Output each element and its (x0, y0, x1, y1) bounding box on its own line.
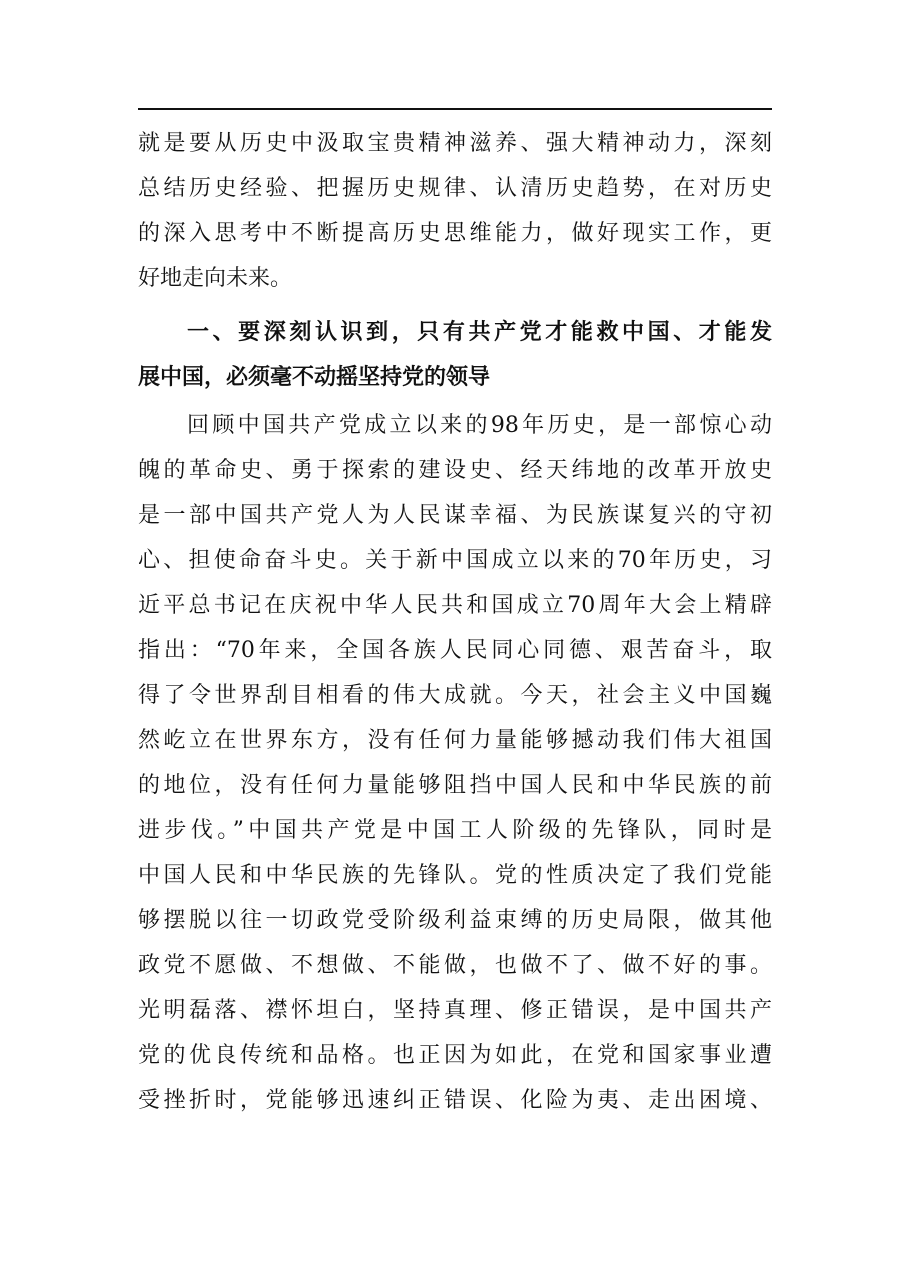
body-line: 进步伐。”中国共产党是中国工人阶级的先锋队，同时是 (138, 818, 772, 843)
intro-line: 好地走向未来。 (138, 266, 293, 291)
body-line: 魄的革命史、勇于探索的建设史、经天纬地的改革开放史 (138, 458, 772, 483)
header-rule (138, 108, 772, 110)
body-line: 党的优良传统和品格。也正因为如此，在党和国家事业遭 (138, 1043, 772, 1068)
intro-line: 的深入思考中不断提高历史思维能力，做好现实工作，更 (138, 221, 772, 246)
section-heading-line: 一、要深刻认识到，只有共产党才能救中国、才能发 (187, 320, 772, 345)
intro-line: 就是要从历史中汲取宝贵精神滋养、强大精神动力，深刻 (138, 131, 772, 156)
body-line: 受挫折时，党能够迅速纠正错误、化险为夷、走出困境、 (138, 1088, 772, 1113)
body-line: 够摆脱以往一切政党受阶级利益束缚的历史局限，做其他 (138, 908, 772, 933)
section-heading-line: 展中国，必须毫不动摇坚持党的领导 (138, 365, 491, 390)
body-line: 是一部中国共产党人为人民谋幸福、为民族谋复兴的守初 (138, 503, 772, 528)
body-line: 的地位，没有任何力量能够阻挡中国人民和中华民族的前 (138, 773, 772, 798)
body-line: 得了令世界刮目相看的伟大成就。今天，社会主义中国巍 (138, 683, 772, 708)
intro-line: 总结历史经验、把握历史规律、认清历史趋势，在对历史 (138, 176, 772, 201)
body-line: 近平总书记在庆祝中华人民共和国成立70周年大会上精辟 (138, 593, 772, 618)
body-line: 然屹立在世界东方，没有任何力量能够撼动我们伟大祖国 (138, 728, 772, 753)
body-line: 心、担使命奋斗史。关于新中国成立以来的70年历史，习 (138, 548, 772, 573)
body-line: 回顾中国共产党成立以来的98年历史，是一部惊心动 (187, 413, 772, 438)
body-line: 指出：“70年来，全国各族人民同心同德、艰苦奋斗，取 (138, 638, 772, 663)
body-line: 中国人民和中华民族的先锋队。党的性质决定了我们党能 (138, 863, 772, 888)
body-line: 光明磊落、襟怀坦白，坚持真理、修正错误，是中国共产 (138, 998, 772, 1023)
body-line: 政党不愿做、不想做、不能做，也做不了、做不好的事。 (138, 953, 772, 978)
